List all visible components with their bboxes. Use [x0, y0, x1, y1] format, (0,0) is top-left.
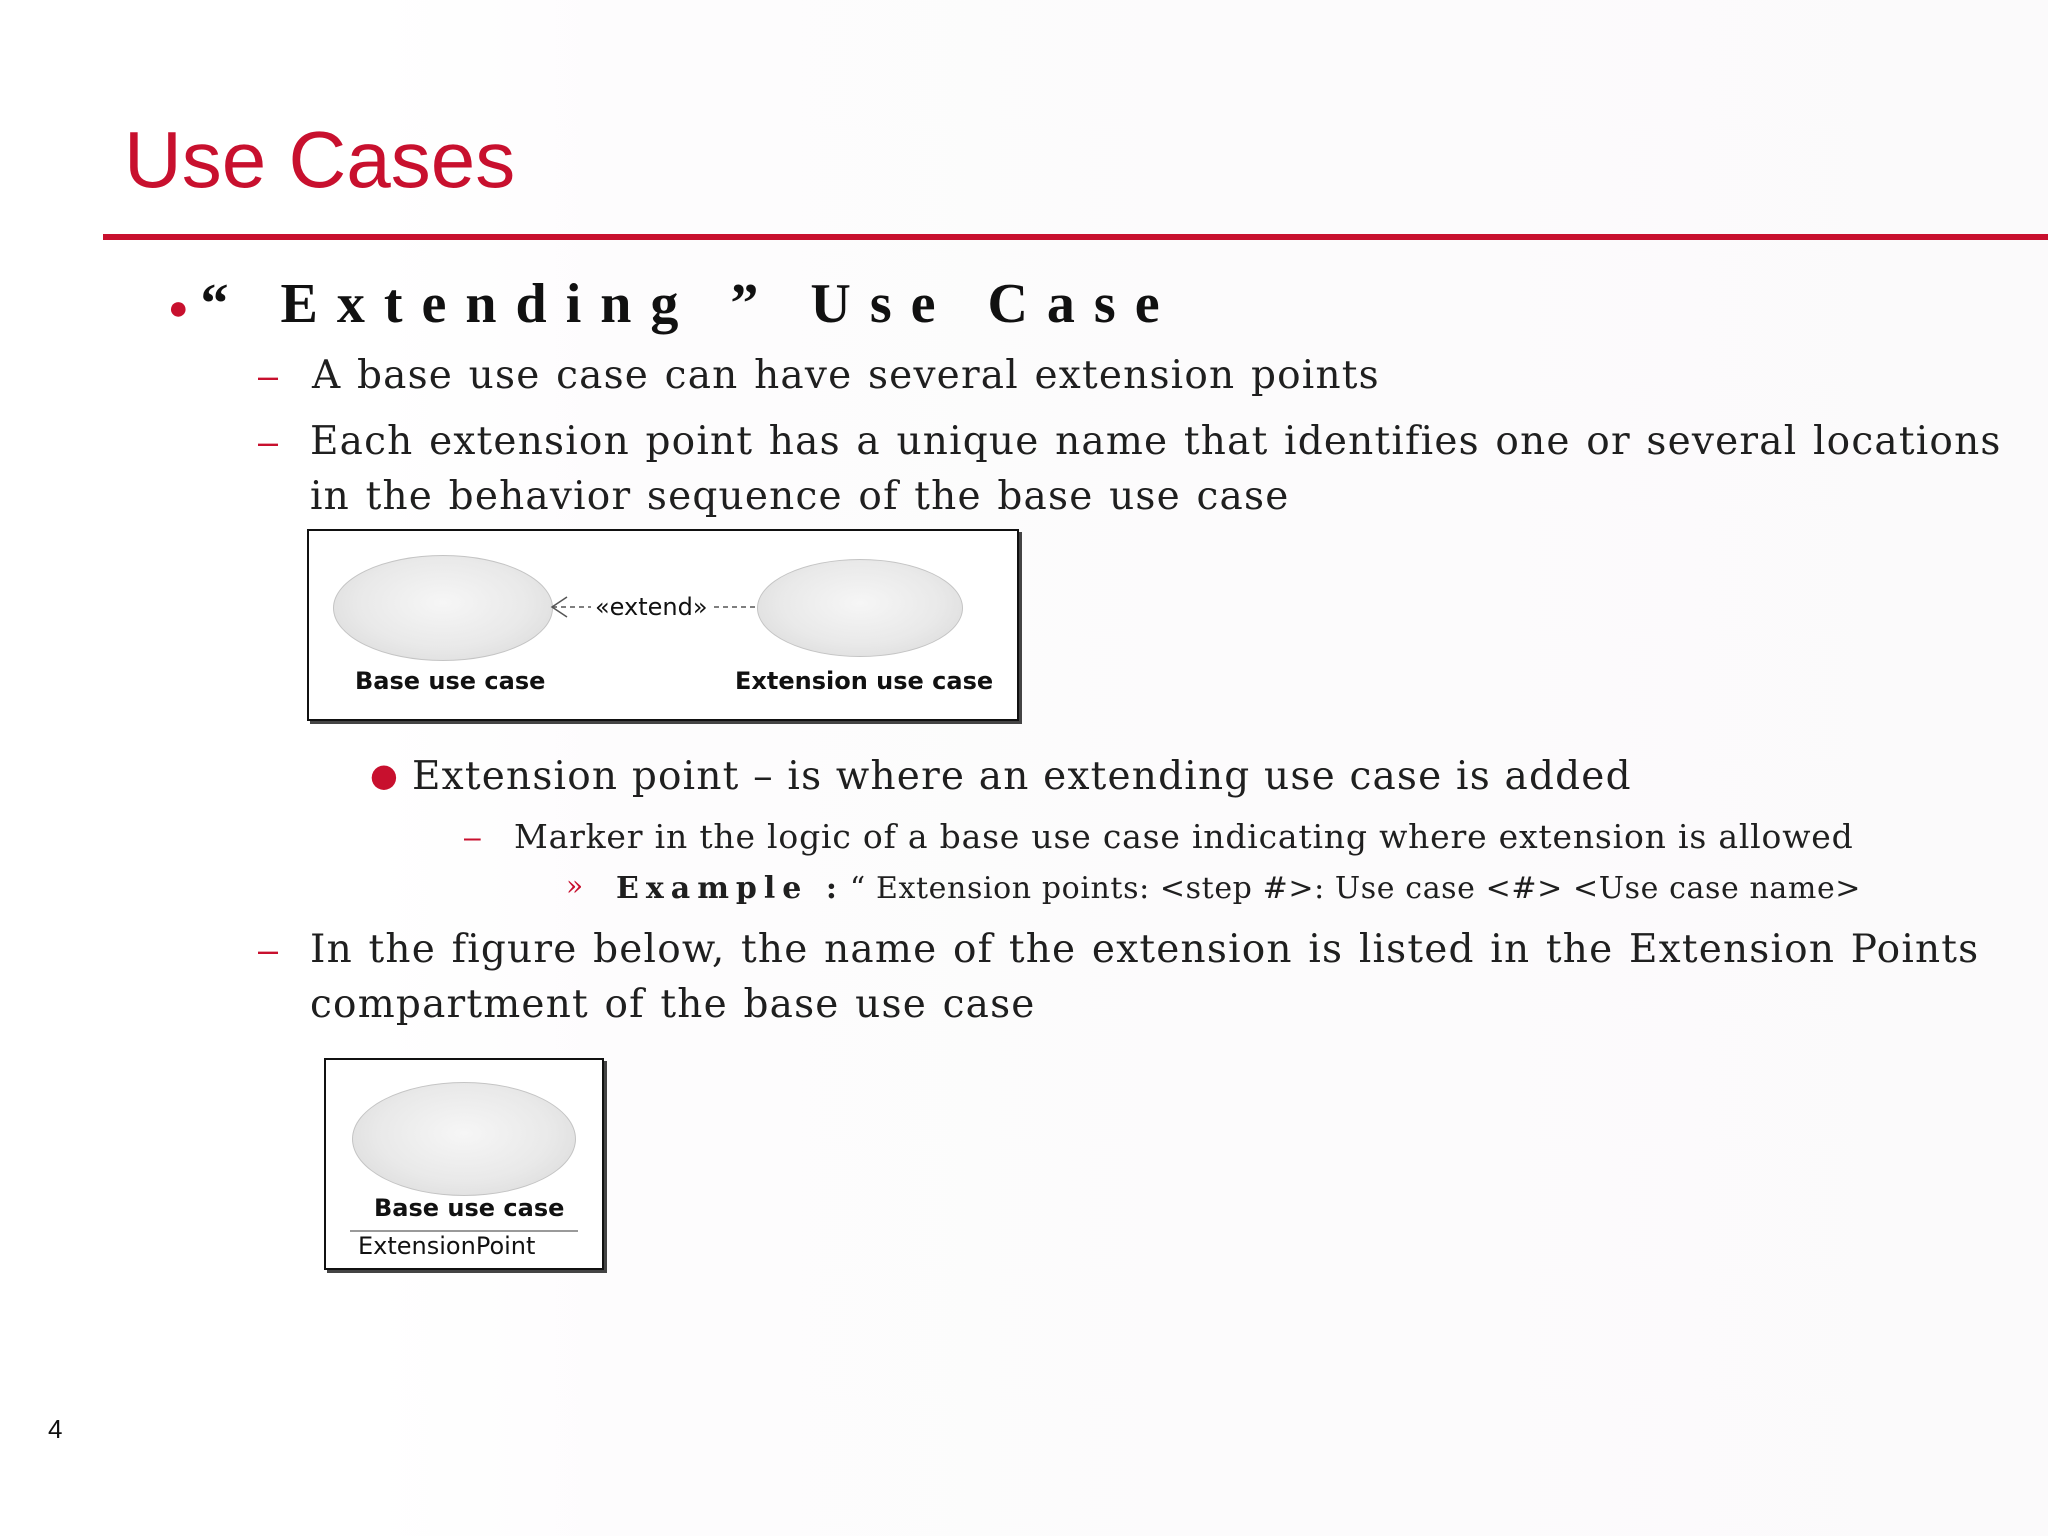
main-bullet — [168, 272, 1179, 341]
extension-use-case-label: Extension use case — [735, 667, 994, 695]
sub-bullet-icon: ● — [370, 756, 398, 794]
base-use-case-label: Base use case — [355, 667, 546, 695]
extension-point-diagram — [324, 1058, 604, 1270]
point-1: A base use case can have several extension points — [312, 353, 1380, 398]
figure-note-line-2: compartment of the base use case — [310, 982, 1036, 1027]
main-heading: “ Extending ” Use Case — [200, 273, 1179, 335]
dash-icon: – — [258, 421, 279, 462]
point-2-line-2: in the behavior sequence of the base use case — [310, 474, 1290, 519]
extension-point-label: ExtensionPoint — [358, 1232, 536, 1260]
extend-diagram — [307, 529, 1019, 721]
example-label: Example : — [616, 871, 844, 906]
sub-sub-point: Marker in the logic of a base use case indicating where extension is allowed — [514, 817, 1854, 856]
figure-note-line-1: In the figure below, the name of the extension is listed in the Extension Points — [310, 927, 1980, 972]
guillemet-icon: » — [566, 869, 584, 902]
dash-icon: – — [464, 821, 481, 854]
base-use-case-label: Base use case — [374, 1194, 565, 1222]
extend-stereotype: «extend» — [591, 593, 712, 621]
point-2-line-1: Each extension point has a unique name that identifies one or several locations — [310, 419, 2002, 464]
bullet-icon: ● — [168, 290, 189, 328]
example-text: “ Extension points: <step #>: Use case <#> <Use case name> — [849, 871, 1862, 906]
title-underline — [103, 234, 2048, 240]
slide-title: Use Cases — [124, 115, 516, 204]
example-line — [616, 869, 1861, 909]
dash-icon: – — [258, 929, 279, 970]
page-number: 4 — [48, 1414, 63, 1444]
dash-icon: – — [258, 355, 279, 396]
base-use-case-ellipse — [352, 1082, 576, 1196]
sub-point: Extension point – is where an extending use case is added — [412, 754, 1632, 799]
